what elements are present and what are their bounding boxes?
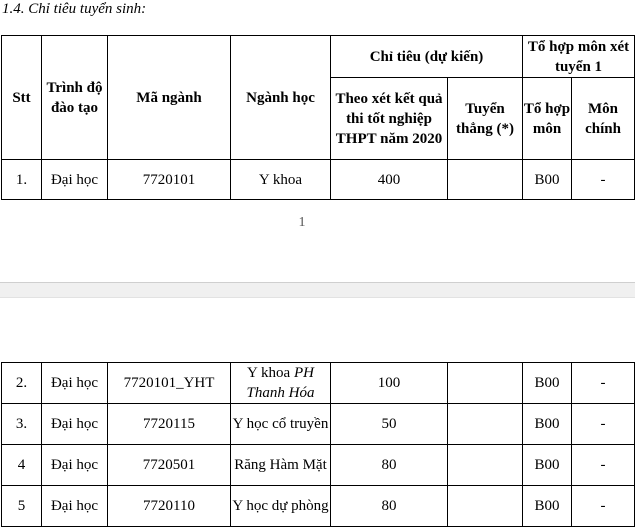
cell-ma-nganh: 7720115 [108, 404, 231, 445]
cell-mon-chinh: - [572, 404, 635, 445]
cell-trinh-do: Đại học [42, 404, 108, 445]
cell-stt: 3. [2, 404, 42, 445]
admission-quota-table [1, 35, 635, 200]
header-mon-chinh: Môn chính [572, 78, 635, 160]
cell-to-hop: B00 [523, 445, 572, 486]
cell-nganh-hoc: Y khoa [231, 160, 331, 200]
cell-to-hop: B00 [523, 486, 572, 527]
nganh-name: Y khoa [247, 365, 291, 381]
cell-trinh-do: Đại học [42, 486, 108, 527]
cell-trinh-do: Đại học [42, 160, 108, 200]
cell-mon-chinh: - [572, 486, 635, 527]
table-row [2, 160, 635, 200]
header-tuyen-thang: Tuyển thẳng (*) [448, 78, 523, 160]
cell-to-hop: B00 [523, 160, 572, 200]
cell-to-hop: B00 [523, 404, 572, 445]
header-trinh-do: Trình độ đào tạo [42, 36, 108, 160]
cell-stt: 2. [2, 363, 42, 404]
cell-stt: 1. [2, 160, 42, 200]
header-ma-nganh: Mã ngành [108, 36, 231, 160]
cell-tuyen-thang [448, 445, 523, 486]
cell-theo-xet: 50 [331, 404, 448, 445]
header-nganh-hoc: Ngành học [231, 36, 331, 160]
page-number: 1 [298, 215, 306, 230]
cell-tuyen-thang [448, 404, 523, 445]
header-theo-xet: Theo xét kết quả thi tốt nghiệp THPT năm 2020 [331, 78, 448, 160]
cell-tuyen-thang [448, 363, 523, 404]
cell-ma-nganh: 7720101_YHT [108, 363, 231, 404]
cell-mon-chinh: - [572, 445, 635, 486]
cell-ma-nganh: 7720110 [108, 486, 231, 527]
cell-theo-xet: 80 [331, 486, 448, 527]
cell-stt: 5 [2, 486, 42, 527]
cell-mon-chinh: - [572, 160, 635, 200]
cell-tuyen-thang [448, 160, 523, 200]
nganh-branch: PH Thanh Hóa [246, 365, 315, 401]
cell-tuyen-thang [448, 486, 523, 527]
cell-trinh-do: Đại học [42, 363, 108, 404]
table-row [2, 445, 635, 486]
cell-theo-xet: 400 [331, 160, 448, 200]
cell-trinh-do: Đại học [42, 445, 108, 486]
cell-ma-nganh: 7720101 [108, 160, 231, 200]
cell-stt: 4 [2, 445, 42, 486]
page-break [0, 282, 635, 298]
cell-nganh-hoc: Răng Hàm Mặt [231, 445, 331, 486]
table-row [2, 486, 635, 527]
cell-to-hop: B00 [523, 363, 572, 404]
table-row [2, 363, 635, 404]
admission-quota-table-continued [1, 362, 635, 527]
table-row [2, 404, 635, 445]
cell-nganh-hoc [231, 363, 331, 404]
cell-theo-xet: 100 [331, 363, 448, 404]
cell-nganh-hoc: Y học cổ truyền [231, 404, 331, 445]
section-heading: 1.4. Chỉ tiêu tuyển sinh: [2, 1, 147, 17]
cell-theo-xet: 80 [331, 445, 448, 486]
header-stt: Stt [2, 36, 42, 160]
cell-ma-nganh: 7720501 [108, 445, 231, 486]
cell-mon-chinh: - [572, 363, 635, 404]
header-to-hop-mon: Tổ hợp môn [523, 78, 572, 160]
header-to-hop: Tổ hợp môn xét tuyển 1 [523, 36, 635, 78]
cell-nganh-hoc: Y học dự phòng [231, 486, 331, 527]
header-chi-tieu: Chỉ tiêu (dự kiến) [331, 36, 523, 78]
